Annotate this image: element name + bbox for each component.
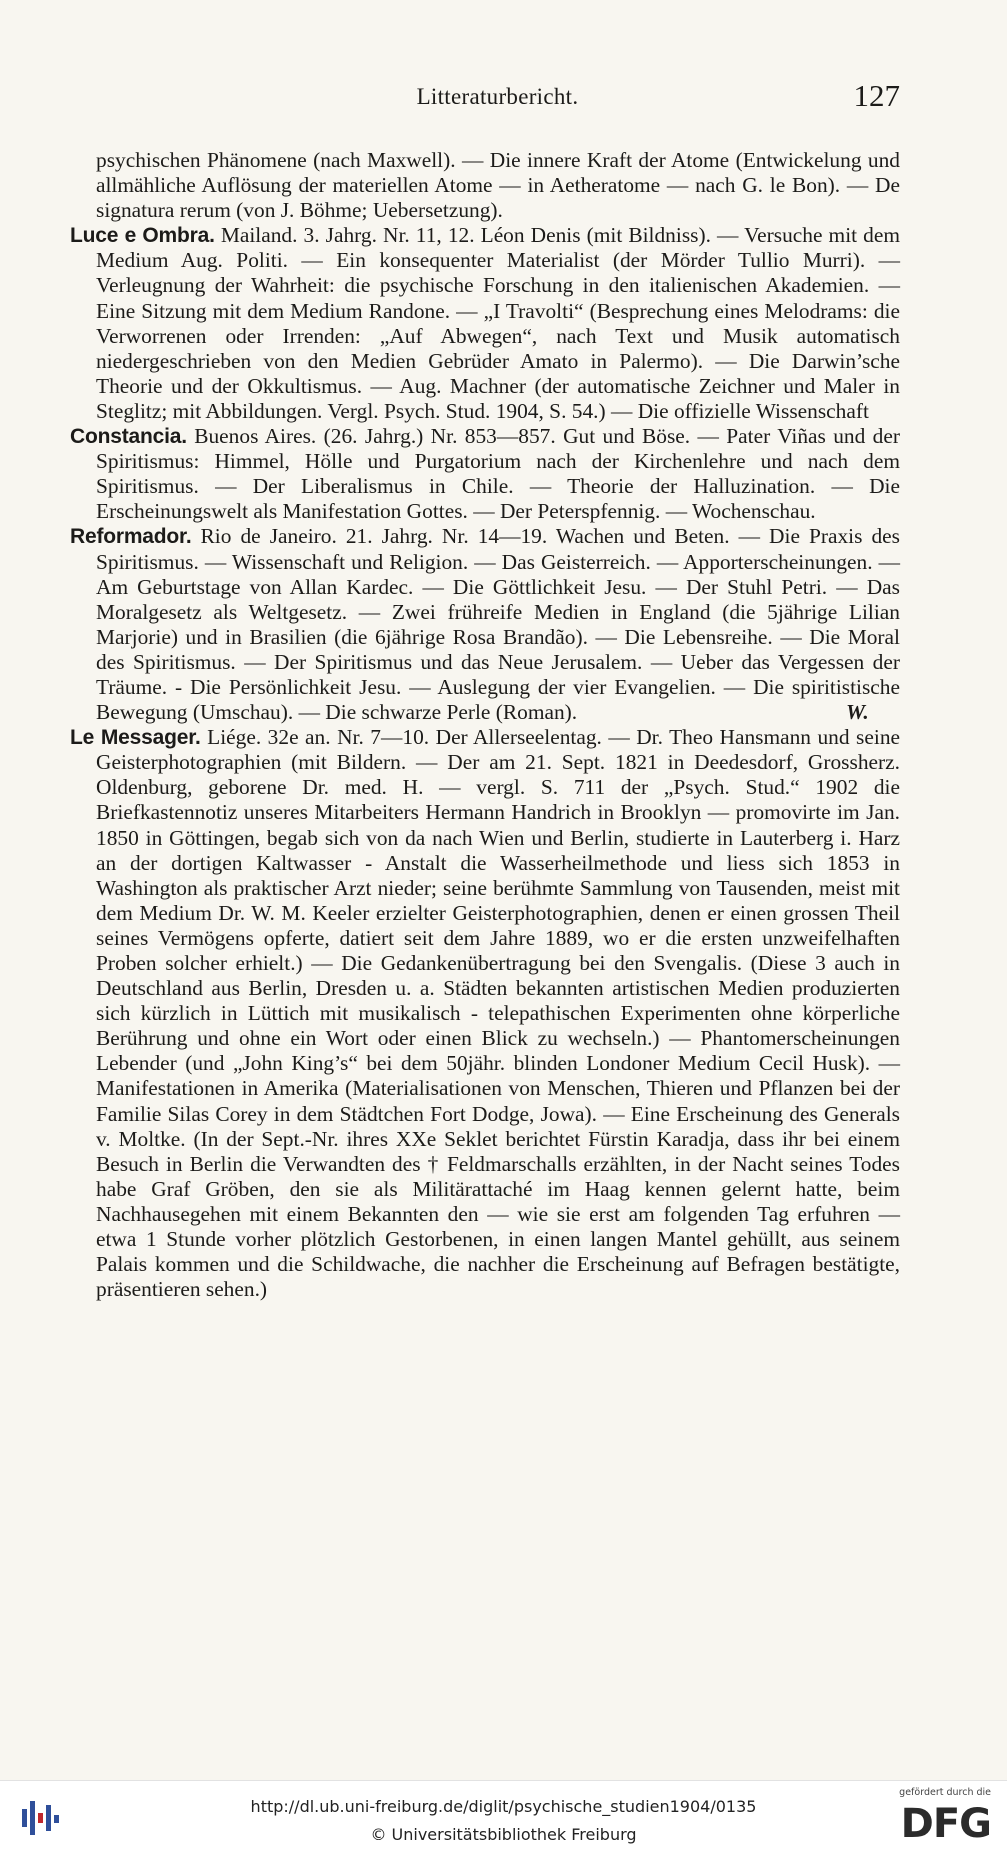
entry-constancia (70, 424, 900, 524)
entry-text: psychischen Phänomene (nach Maxwell). — Die innere Kraft der Atome (Entwickelung und allmähliche Auflösung der materiellen Atome — in Aetheratome — nach G. le Bon). — De signatura rerum (von J. Böhme; Uebersetzung). (96, 148, 900, 223)
review-body (70, 148, 900, 1302)
page-number: 127 (853, 78, 900, 113)
page-header (95, 78, 900, 124)
dfg-caption: gefördert durch die (899, 1787, 991, 1798)
entry-le-messager (70, 725, 900, 1302)
running-title: Litteraturbericht. (416, 84, 579, 109)
journal-title: Luce e Ombra. (70, 224, 215, 248)
reviewer-signature: W. (846, 700, 869, 725)
entry-reformador (70, 524, 900, 725)
copyright-notice: © Universitätsbibliothek Freiburg (370, 1825, 637, 1844)
entry-text: Liége. 32e an. Nr. 7—10. Der Allerseelentag. — Dr. Theo Hansmann und seine Geisterphotographien (mit Bildern. — Der am 21. Sept. 1821 in Deedesdorf, Grossherz. Oldenburg, geborene Dr. med. H. — vergl. S. 711 der „Psych. Stud.“ 1902 die Briefkastennotiz unseres Mitarbeiters Hermann Handrich in Brooklyn — promovirte im Jan. 1850 in Göttingen, begab sich von da nach Wien und Berlin, studierte in Lauterberg i. Harz an der dortigen Kaltwasser - Anstalt die Wasserheilmethode und liess sich 1853 in Washington als praktischer Arzt nieder; seine berühmte Sammlung von Tausenden, meist mit dem Medium Dr. W. M. Keeler erzielter Geisterphotographien, denen er einen grossen Theil seines Vermögens opferte, datiert seit dem Jahre 1889, wo er die ersten unzweifelhaften Proben solcher erhielt.) — Die Gedankenübertragung bei den Svengalis. (Diese 3 auch in Deutschland aus Berlin, Dresden u. a. Städten bekannten artistischen Medien produzierten sich kürzlich in Lüttich mit musikalisch - telepathischen Experimenten ohne körperliche Berührung und ohne ein Wort oder einen Blick zu wechseln.) — Phantomerscheinungen Lebender (und „John King’s“ bei dem 50jähr. blinden Londoner Medium Cecil Husk). — Manifestationen in Amerika (Materialisationen von Menschen, Thieren und Pflanzen bei der Familie Silas Corey in dem Städtchen Fort Dodge, Jowa). — Eine Erscheinung des Generals v. Moltke. (In der Sept.-Nr. ihres XXe Seklet berichtet Fürstin Karadja, dass ihr bei einem Besuch in Berlin die Verwandten des † Feldmarschalls erzählten, in der Nacht seines Todes habe Graf Gröben, den sie als Militärattaché im Haag kennen gelernt hatte, beim Nachhausegehen mit einem Bekannten den — wie sie erst am folgenden Tag erfuhren — etwa 1 Stunde vorher plötzlich Gestorbenen, in einen langen Mantel gehüllt, aus seinem Palais kommen und die Schildwache, die nachher die Erscheinung auf Befragen bestätigte, präsentieren sehen.) (96, 725, 901, 1302)
dfg-logo-icon: DFG (900, 1801, 991, 1847)
entry-continuation (70, 148, 900, 223)
journal-title: Reformador. (70, 525, 192, 549)
entry-text: Rio de Janeiro. 21. Jahrg. Nr. 14—19. Wachen und Beten. — Die Praxis des Spiritismus. — Wissenschaft und Religion. — Das Geisterreich. — Apporterscheinungen. — Am Geburtstage von Allan Kardec. — Die Göttlichkeit Jesu. — Der Stuhl Petri. — Das Moralgesetz als Weltgesetz. — Zwei frühreife Medien in England (die 5jährige Lilian Marjorie) und in Brasilien (die 6jährige Rosa Brandão). — Die Lebensreihe. — Die Moral des Spiritismus. — Der Spiritismus und das Neue Jerusalem. — Ueber das Vergessen der Träume. - Die Persönlichkeit Jesu. — Auslegung der vier Evangelien. — Die spiritistische Bewegung (Umschau). — Die schwarze Perle (Roman). (96, 524, 900, 725)
dfg-funding-logo (887, 1787, 997, 1849)
entry-text: Buenos Aires. (26. Jahrg.) Nr. 853—857. Gut und Böse. — Pater Viñas und der Spiritismus: Himmel, Hölle und Purgatorium nach der Kirchenlehre und nach dem Spiritismus. — Der Liberalismus in Chile. — Theorie der Halluzination. — Die Erscheinungswelt als Manifestation Gottes. — Der Peterspfennig. — Wochenschau. (96, 424, 900, 524)
entry-luce-e-ombra (70, 223, 900, 424)
source-url-link[interactable]: http://dl.ub.uni-freiburg.de/diglit/psychische_studien1904/0135 (250, 1797, 757, 1816)
viewer-footer (0, 1780, 1007, 1853)
journal-title: Le Messager. (70, 726, 201, 750)
journal-title: Constancia. (70, 425, 187, 449)
entry-text: Mailand. 3. Jahrg. Nr. 11, 12. Léon Denis (mit Bildniss). — Versuche mit dem Medium Aug. Politi. — Ein konsequenter Materialist (der Mörder Tullio Murri). — Verleugnung der Wahrheit: die psychische Forschung in den italienischen Akademien. — Eine Sitzung mit dem Medium Randone. — „I Travolti“ (Besprechung eines Melodrams: die Verworrenen oder Irrenden: „Auf Abwegen“, nach Text und Musik automatisch niedergeschrieben von den Medien Gebrüder Amato in Palermo). — Die Darwin’sche Theorie und der Okkultismus. — Aug. Machner (der automatische Zeichner und Maler in Steglitz; mit Abbildungen. Vergl. Psych. Stud. 1904, S. 54.) — Die offizielle Wissenschaft (96, 223, 900, 423)
